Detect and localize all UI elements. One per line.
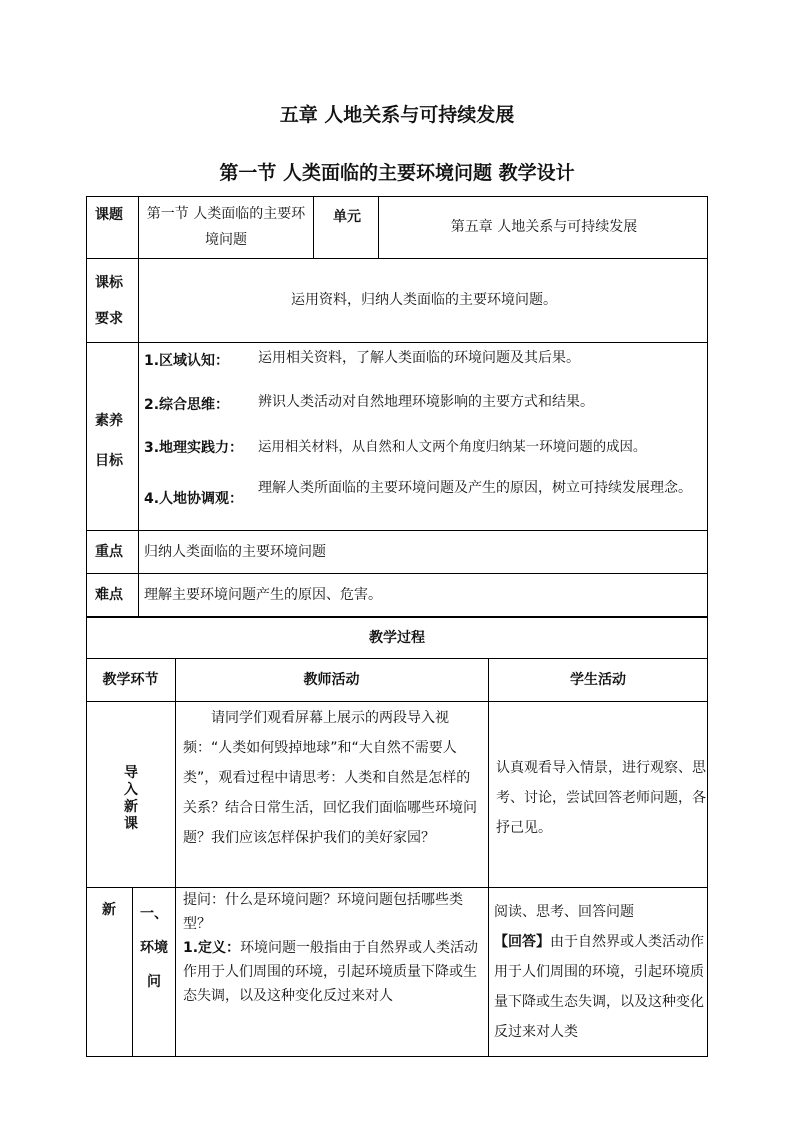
standard-value: 运用资料，归纳人类面临的主要环境问题。 [291,292,557,308]
standard-label: 课标要求 [95,275,123,327]
divider [86,342,708,343]
new-student-line-1: 阅读、思考、回答问题 [494,904,634,920]
literacy-item-2-label: 2.综合思维： [144,397,230,413]
divider [132,887,133,1057]
divider [86,658,708,659]
divider [488,658,489,1057]
new-teacher-question: 提问：什么是环境问题？环境问题包括哪些类型？ [183,892,463,932]
new-teacher-text [183,888,483,1056]
literacy-item-3-text: 运用相关材料，从自然和人文两个角度归纳某一环境问题的成因。 [258,440,647,455]
literacy-item-3-label: 3.地理实践力： [144,440,244,456]
new-student-text [494,897,706,1055]
col-teacher-header: 教师活动 [303,672,360,688]
unit-label: 单元 [333,209,361,225]
new-teacher-definition [183,936,483,1008]
answer-tag: 【回答】 [494,934,550,950]
divider [86,573,708,574]
unit-value: 第五章 人地关系与可持续发展 [450,219,638,235]
key-value: 归纳人类面临的主要环境问题 [144,544,326,560]
literacy-label: 素养目标 [95,413,123,469]
divider [86,701,708,702]
divider [313,196,314,258]
intro-teacher-text: 请同学们观看屏幕上展示的两段导入视频：“人类如何毁掉地球”和“大自然不需要人类”，观看过程中请思考：人类和自然是怎样的关系？结合日常生活，回忆我们面临哪些环境问题？我们应该怎样保护我们的美好家园？ [183,710,477,846]
new-sub-label: 一、环境问 [140,906,168,990]
new-stage-label: 新 [102,902,116,918]
divider [138,196,139,617]
literacy-item-1-label: 1.区域认知： [144,353,230,369]
topic-value: 第一节 人类面临的主要环境问题 [146,206,306,248]
chapter-title: 五章 人地关系与可持续发展 [279,104,515,126]
col-student-header: 学生活动 [570,672,626,688]
divider [378,196,379,258]
divider [175,658,176,1057]
key-label: 重点 [95,544,123,560]
literacy-item-4-label: 4.人地协调观： [144,491,244,507]
definition-text: 环境问题一般指由于自然界或人类活动作用于人们周围的环境，引起环境质量下降或生态失调，以及这种变化反过来对人 [183,940,479,1004]
lesson-title: 第一节 人类面临的主要环境问题 教学设计 [219,162,575,184]
difficulty-label: 难点 [95,587,123,603]
divider [86,530,708,531]
literacy-item-1-text: 运用相关资料，了解人类面临的环境问题及其后果。 [258,350,580,366]
literacy-item-4-text: 理解人类所面临的主要环境问题及产生的原因，树立可持续发展理念。 [258,480,692,496]
topic-label: 课题 [95,207,123,223]
definition-label: 1.定义： [183,940,241,956]
literacy-item-2-text: 辨识人类活动对自然地理环境影响的主要方式和结果。 [258,394,594,410]
col-stage-header: 教学环节 [102,672,159,688]
new-student-answer [494,927,706,1047]
intro-student-text: 认真观看导入情景，进行观察、思考、讨论，尝试回答老师问题，各抒己见。 [496,760,706,836]
answer-text: 由于自然界或人类活动作用于人们周围的环境，引起环境质量下降或生态失调，以及这种变化反过来对人类 [494,934,704,1040]
intro-stage-label: 导入新课 [124,765,138,832]
difficulty-value: 理解主要环境问题产生的原因、危害。 [144,587,382,603]
divider [86,258,708,259]
process-title: 教学过程 [369,630,425,646]
